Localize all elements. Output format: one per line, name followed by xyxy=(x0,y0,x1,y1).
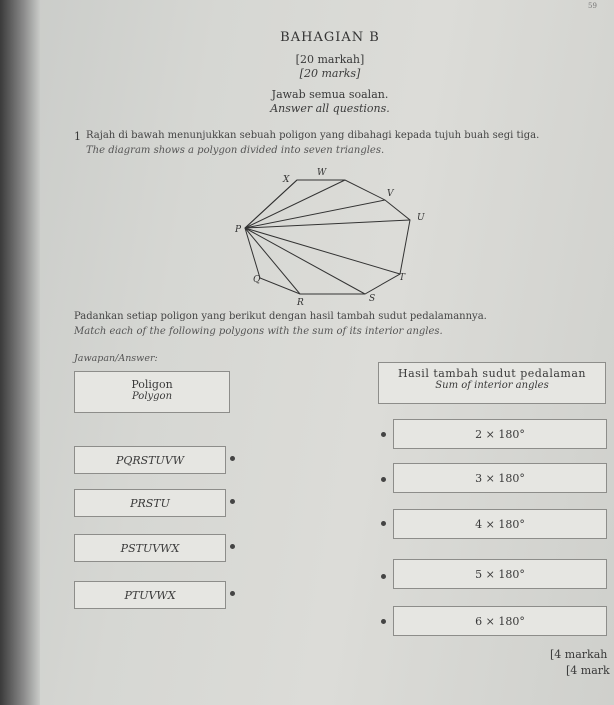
polygon-header-en: Polygon xyxy=(131,391,173,402)
diagonal-px xyxy=(245,180,297,228)
sum-header-en: Sum of interior angles xyxy=(435,380,549,391)
answer-label: Jawapan/Answer: xyxy=(74,353,158,364)
diagonal-pt xyxy=(245,228,400,274)
sum-dot-5[interactable] xyxy=(381,619,386,624)
label-v: V xyxy=(387,189,394,199)
marks-ms: [4 markah xyxy=(550,648,608,661)
label-r: R xyxy=(297,298,304,308)
label-u: U xyxy=(417,213,425,223)
sum-box-1[interactable]: 2 × 180° xyxy=(393,419,607,449)
diagonal-pu xyxy=(245,220,410,228)
diagonal-pv xyxy=(245,200,385,228)
sum-box-5[interactable]: 6 × 180° xyxy=(393,606,607,636)
section-title: BAHAGIAN B xyxy=(280,30,380,45)
sum-header-ms: Hasil tambah sudut pedalaman xyxy=(398,367,586,380)
label-p: P xyxy=(235,225,242,235)
polygon-dot-3[interactable] xyxy=(230,544,235,549)
polygon-dot-4[interactable] xyxy=(230,591,235,596)
question-text-en: The diagram shows a polygon divided into seven triangles. xyxy=(86,145,385,156)
diagonal-ps xyxy=(245,228,365,294)
sum-dot-1[interactable] xyxy=(381,432,386,437)
polygon-dot-2[interactable] xyxy=(230,499,235,504)
polygon-box-3[interactable]: PSTUVWX xyxy=(74,534,226,562)
polygon-diagram xyxy=(235,168,435,308)
label-x: X xyxy=(283,175,290,185)
section-marks-en: [20 marks] xyxy=(299,67,361,80)
label-t: T xyxy=(399,273,406,283)
polygon-box-1[interactable]: PQRSTUVW xyxy=(74,446,226,474)
sum-dot-3[interactable] xyxy=(381,521,386,526)
polygon-dot-1[interactable] xyxy=(230,456,235,461)
question-text-ms: Rajah di bawah menunjukkan sebuah poligon yang dibahagi kepada tujuh buah segi tiga. xyxy=(86,130,540,141)
polygon-box-2[interactable]: PRSTU xyxy=(74,489,226,517)
sum-dot-2[interactable] xyxy=(381,477,386,482)
match-instruction-ms: Padankan setiap poligon yang berikut dengan hasil tambah sudut pedalamannya. xyxy=(74,311,487,322)
polygon-outline xyxy=(245,180,410,294)
sum-box-2[interactable]: 3 × 180° xyxy=(393,463,607,493)
section-marks-ms: [20 markah] xyxy=(295,53,365,66)
instruction-ms: Jawab semua soalan. xyxy=(271,88,389,101)
marks-en: [4 mark xyxy=(566,664,610,677)
binder-shadow xyxy=(0,0,40,705)
sum-box-3[interactable]: 4 × 180° xyxy=(393,509,607,539)
polygon-box-4[interactable]: PTUVWX xyxy=(74,581,226,609)
label-s: S xyxy=(369,294,376,304)
polygon-header-ms: Poligon xyxy=(131,378,173,391)
polygon-column-header xyxy=(74,371,230,413)
page-number: 59 xyxy=(588,2,597,10)
diagonal-pw xyxy=(245,180,345,228)
question-number: 1 xyxy=(74,130,81,143)
match-instruction-en: Match each of the following polygons with the sum of its interior angles. xyxy=(74,326,443,337)
label-w: W xyxy=(317,168,327,178)
sum-column-header xyxy=(378,362,606,404)
instruction-en: Answer all questions. xyxy=(270,102,390,115)
sum-dot-4[interactable] xyxy=(381,574,386,579)
label-q: Q xyxy=(253,275,261,285)
sum-box-4[interactable]: 5 × 180° xyxy=(393,559,607,589)
